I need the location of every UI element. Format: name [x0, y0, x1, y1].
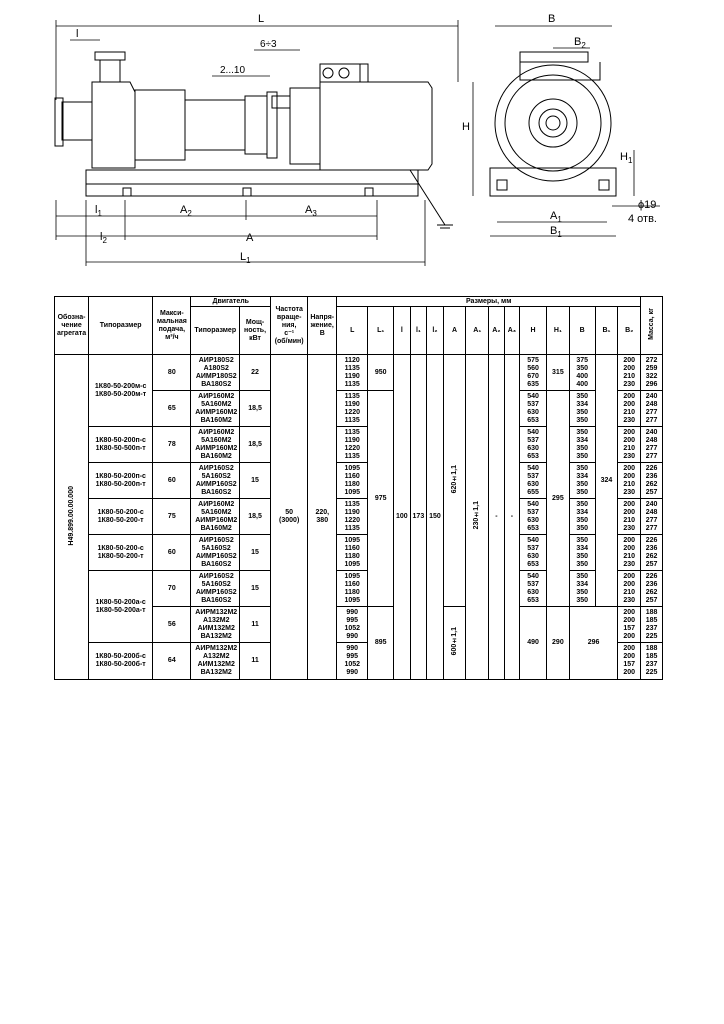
- mass-cell: 226 236 262 257: [641, 535, 663, 571]
- motor-end: [290, 88, 320, 164]
- dim-L1: $L_1$: [240, 251, 251, 265]
- B2-cell: 200 200 210 230: [618, 463, 641, 499]
- motor-cell: АИР160S2 5А160S2 АИМР160S2 ВА160S2: [191, 535, 240, 571]
- dim-l: l: [76, 28, 79, 40]
- flow-cell: 65: [153, 391, 191, 427]
- L-cell: 1120 1135 1190 1135: [337, 355, 368, 391]
- B2-cell: 200 200 210 230: [618, 571, 641, 607]
- dimension-lines: [56, 20, 473, 266]
- mass-cell: 188 185 237 225: [641, 643, 663, 680]
- mass-cell: 188 185 237 225: [641, 607, 663, 643]
- B-cell: 350 334 350 350: [569, 499, 595, 535]
- H-cell: 540 537 630 653: [520, 427, 547, 463]
- header-L1: L₁: [368, 307, 394, 355]
- type-size-cell: 1К80-50-200-с 1К80-50-200-т: [89, 499, 153, 535]
- motor-cell: АИР160М2 5А160М2 АИМР160М2 ВА160М2: [191, 499, 240, 535]
- flow-cell: 70: [153, 571, 191, 607]
- header-mass: Масса, кг: [641, 297, 663, 355]
- table-row: [55, 427, 663, 463]
- bearing-housing: [135, 90, 185, 160]
- motor-cell: АИРМ132М2 А132М2 АИМ132М2 ВА132М2: [191, 607, 240, 643]
- dim-L: L: [258, 13, 265, 25]
- terminal-box: [320, 64, 368, 82]
- B-cell: 375 350 400 400: [569, 355, 595, 391]
- H-cell: 540 537 630 653: [520, 391, 547, 427]
- header-l2: l₂: [427, 307, 444, 355]
- A-cell-lower: 600±1,1: [443, 607, 466, 680]
- motor-cell: АИР160М2 5А160М2 АИМР160М2 ВА160М2: [191, 391, 240, 427]
- B-cell: 350 334 350 350: [569, 427, 595, 463]
- B-cell: 350 334 350 350: [569, 463, 595, 499]
- L1-cell: 895: [368, 607, 394, 680]
- L-cell: 1135 1190 1220 1135: [337, 427, 368, 463]
- B2-cell: 200 200 210 230: [618, 391, 641, 427]
- power-cell: 22: [240, 355, 271, 391]
- flow-cell: 80: [153, 355, 191, 391]
- L-cell: 1095 1160 1180 1095: [337, 535, 368, 571]
- hole-diameter: ϕ19: [638, 199, 657, 211]
- header-H: H: [520, 307, 547, 355]
- power-cell: 18,5: [240, 499, 271, 535]
- header-l: l: [394, 307, 411, 355]
- B-cell: 350 334 350 350: [569, 391, 595, 427]
- table-row: [55, 571, 663, 607]
- header-designation: Обозна- чение агрегата: [55, 297, 89, 355]
- designation-cell: Н49.899.00.00.000: [55, 355, 89, 680]
- H-cell: 490: [520, 607, 547, 680]
- power-cell: 15: [240, 571, 271, 607]
- header-H1: H₁: [547, 307, 570, 355]
- mass-cell: 272 259 322 296: [641, 355, 663, 391]
- header-B1: B₁: [595, 307, 618, 355]
- header-rotation: Частота враще- ния, с⁻¹ (об/мин): [271, 297, 308, 355]
- L1-cell: 975: [368, 391, 394, 607]
- type-size-cell: 1К80-50-200а-с 1К80-50-200а-т: [89, 571, 153, 643]
- B-cell: 350 334 350 350: [569, 535, 595, 571]
- flow-cell: 64: [153, 643, 191, 680]
- motor-body: [320, 82, 432, 170]
- header-A2: A₂: [489, 307, 505, 355]
- dim-A3: $A_3$: [305, 204, 317, 218]
- header-L: L: [337, 307, 368, 355]
- header-type-size: Типоразмер: [89, 297, 153, 355]
- A3-cell: -: [504, 355, 520, 680]
- header-B: B: [569, 307, 595, 355]
- B-cell: 350 334 350 350: [569, 571, 595, 607]
- type-size-cell: 1К80-50-200м-с 1К80-50-200м-т: [89, 355, 153, 427]
- L-cell: 1135 1190 1220 1135: [337, 499, 368, 535]
- l-cell: 100: [394, 355, 411, 680]
- B2-cell: 200 200 210 230: [618, 499, 641, 535]
- flow-cell: 60: [153, 463, 191, 499]
- L1-cell: 950: [368, 355, 394, 391]
- suction-nozzle: [62, 102, 92, 140]
- type-size-cell: 1К80-50-200б-с 1К80-50-200б-т: [89, 643, 153, 680]
- rotation-cell: 50 (3000): [271, 355, 308, 680]
- l1-cell: 173: [410, 355, 427, 680]
- dim-B2: $B_2$: [574, 36, 586, 50]
- flow-cell: 75: [153, 499, 191, 535]
- ground-wire: [410, 170, 445, 225]
- B2-cell: 200 200 210 230: [618, 535, 641, 571]
- mass-cell: 240 248 277 277: [641, 427, 663, 463]
- motor-cell: АИР160S2 5А160S2 АИМР160S2 ВА160S2: [191, 463, 240, 499]
- header-B2: B₂: [618, 307, 641, 355]
- table-row: [55, 535, 663, 571]
- L-cell: 990 995 1052 990: [337, 643, 368, 680]
- H1-cell: 315: [547, 355, 570, 391]
- B2-cell: 200 200 157 200: [618, 643, 641, 680]
- header-motor: Двигатель: [191, 297, 271, 307]
- type-size-cell: 1К80-50-200-с 1К80-50-200-т: [89, 535, 153, 571]
- B-cell: 296: [569, 607, 618, 680]
- power-cell: 11: [240, 643, 271, 680]
- header-power: Мощ- ность, кВт: [240, 307, 271, 355]
- mass-cell: 240 248 277 277: [641, 499, 663, 535]
- mass-cell: 240 248 277 277: [641, 391, 663, 427]
- discharge-nozzle: [100, 60, 120, 82]
- B2-cell: 200 200 157 200: [618, 607, 641, 643]
- hole-count: 4 отв.: [628, 213, 657, 225]
- dim-A: A: [246, 232, 254, 244]
- H-cell: 540 537 630 653: [520, 499, 547, 535]
- header-l1: l₁: [410, 307, 427, 355]
- voltage-cell: 220, 380: [308, 355, 337, 680]
- L-cell: 1095 1160 1180 1095: [337, 571, 368, 607]
- H-cell: 540 537 630 653: [520, 535, 547, 571]
- H1-cell: 295: [547, 391, 570, 607]
- base-frame-lower: [86, 184, 418, 196]
- table-row: [55, 463, 663, 499]
- header-voltage: Напря- жение, В: [308, 297, 337, 355]
- table-row: [55, 499, 663, 535]
- header-motor-type: Типоразмер: [191, 307, 240, 355]
- power-cell: 15: [240, 463, 271, 499]
- dim-gap: 6÷3: [260, 39, 277, 50]
- power-cell: 18,5: [240, 391, 271, 427]
- H-cell: 540 537 630 653: [520, 571, 547, 607]
- flow-cell: 56: [153, 607, 191, 643]
- side-view: [490, 26, 660, 236]
- motor-cell: АИР160М2 5А160М2 АИМР160М2 ВА160М2: [191, 427, 240, 463]
- coupling: [245, 96, 267, 154]
- B1-cell: 324: [595, 355, 618, 607]
- B2-cell: 200 200 210 230: [618, 427, 641, 463]
- mass-cell: 226 236 262 257: [641, 571, 663, 607]
- header-A1: A₁: [466, 307, 489, 355]
- A2-cell: -: [489, 355, 505, 680]
- base-frame: [86, 170, 418, 184]
- header-dims: Размеры, мм: [337, 297, 641, 307]
- table-row: [55, 355, 663, 391]
- H-cell: 540 537 630 655: [520, 463, 547, 499]
- A1-cell: 230±1,1: [466, 355, 489, 680]
- dim-H: H: [462, 121, 470, 133]
- dim-l1: $l_1$: [95, 204, 102, 218]
- dim-l2: $l_2$: [100, 231, 107, 245]
- dim-A2: $A_2$: [180, 204, 192, 218]
- power-cell: 18,5: [240, 427, 271, 463]
- L-cell: 1095 1160 1180 1095: [337, 463, 368, 499]
- dim-A1: $A_1$: [550, 210, 562, 224]
- header-A3: A₃: [504, 307, 520, 355]
- motor-cell: АИР160S2 5А160S2 АИМР160S2 ВА160S2: [191, 571, 240, 607]
- mass-cell: 226 236 262 257: [641, 463, 663, 499]
- H1-cell: 290: [547, 607, 570, 680]
- pump-volute: [92, 82, 135, 168]
- pump-drawing: [0, 0, 724, 290]
- dim-B: B: [548, 13, 556, 25]
- motor-cell: АИРМ132М2 А132М2 АИМ132М2 ВА132М2: [191, 643, 240, 680]
- A-cell-upper: 620±1,1: [443, 355, 466, 607]
- spec-table: [54, 296, 663, 680]
- B2-cell: 200 200 210 230: [618, 355, 641, 391]
- motor-cell: АИР180S2 А180S2 АИМР180S2 ВА180S2: [191, 355, 240, 391]
- flow-cell: 60: [153, 535, 191, 571]
- dim-H1: $H_1$: [620, 151, 633, 165]
- dim-B1: $B_1$: [550, 225, 562, 239]
- l2-cell: 150: [427, 355, 444, 680]
- header-A: A: [443, 307, 466, 355]
- dim-range: 2...10: [220, 65, 246, 76]
- L-cell: 1135 1190 1220 1135: [337, 391, 368, 427]
- H-cell: 575 560 670 635: [520, 355, 547, 391]
- base-bolts: [123, 188, 373, 196]
- type-size-cell: 1К80-50-200п-с 1К80-50-500п-т: [89, 427, 153, 463]
- L-cell: 990 995 1052 990: [337, 607, 368, 643]
- power-cell: 11: [240, 607, 271, 643]
- header-max-flow: Макси- мальная подача, м³/ч: [153, 297, 191, 355]
- type-size-cell: 1К80-50-200п-с 1К80-50-200п-т: [89, 463, 153, 499]
- flow-cell: 78: [153, 427, 191, 463]
- power-cell: 15: [240, 535, 271, 571]
